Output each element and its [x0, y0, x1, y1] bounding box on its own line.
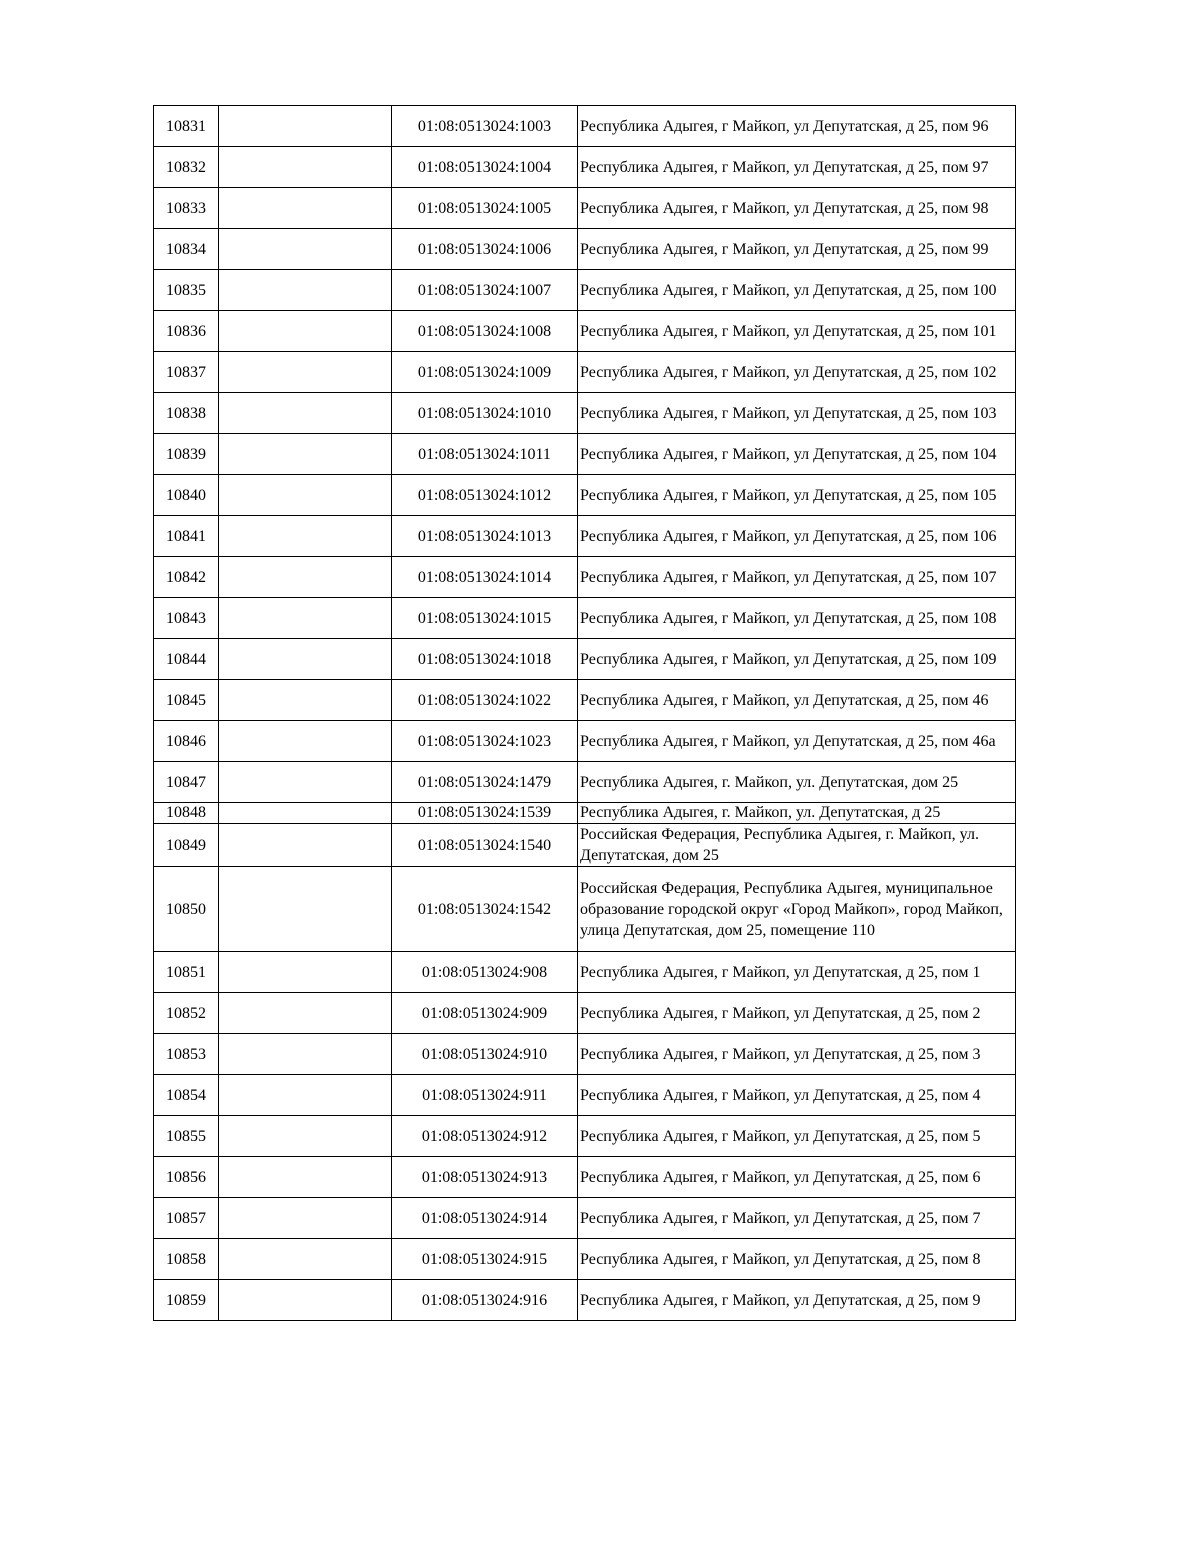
- address-cell: Республика Адыгея, г Майкоп, ул Депутатская, д 25, пом 106: [578, 516, 1016, 557]
- address-cell: Республика Адыгея, г Майкоп, ул Депутатская, д 25, пом 107: [578, 557, 1016, 598]
- cadastral-number-cell: 01:08:0513024:1540: [392, 824, 578, 867]
- cadastral-number-cell: 01:08:0513024:1010: [392, 393, 578, 434]
- cadastral-number-cell: 01:08:0513024:914: [392, 1198, 578, 1239]
- row-number-cell: 10838: [154, 393, 219, 434]
- cadastral-number-cell: 01:08:0513024:1015: [392, 598, 578, 639]
- address-cell: Республика Адыгея, г Майкоп, ул Депутатская, д 25, пом 1: [578, 952, 1016, 993]
- cadastral-number-cell: 01:08:0513024:1008: [392, 311, 578, 352]
- cadastral-number-cell: 01:08:0513024:1004: [392, 147, 578, 188]
- table-row: [154, 762, 1016, 803]
- address-cell: Республика Адыгея, г Майкоп, ул Депутатская, д 25, пом 98: [578, 188, 1016, 229]
- row-number-cell: 10848: [154, 803, 219, 824]
- row-number-cell: 10833: [154, 188, 219, 229]
- cadastral-number-cell: 01:08:0513024:1022: [392, 680, 578, 721]
- row-number-cell: 10835: [154, 270, 219, 311]
- owner-cell: [219, 721, 392, 762]
- table-row: [154, 229, 1016, 270]
- row-number-cell: 10832: [154, 147, 219, 188]
- table-row: [154, 952, 1016, 993]
- table-row: [154, 1116, 1016, 1157]
- row-number-cell: 10856: [154, 1157, 219, 1198]
- cadastral-number-cell: 01:08:0513024:1479: [392, 762, 578, 803]
- address-cell: Республика Адыгея, г Майкоп, ул Депутатская, д 25, пом 2: [578, 993, 1016, 1034]
- cadastral-number-cell: 01:08:0513024:1003: [392, 106, 578, 147]
- owner-cell: [219, 270, 392, 311]
- table-row: [154, 1034, 1016, 1075]
- table-row: [154, 1075, 1016, 1116]
- owner-cell: [219, 1280, 392, 1321]
- cadastral-number-cell: 01:08:0513024:1018: [392, 639, 578, 680]
- table-row: [154, 516, 1016, 557]
- owner-cell: [219, 147, 392, 188]
- owner-cell: [219, 475, 392, 516]
- row-number-cell: 10842: [154, 557, 219, 598]
- row-number-cell: 10858: [154, 1239, 219, 1280]
- owner-cell: [219, 762, 392, 803]
- table-row: [154, 270, 1016, 311]
- table-row: [154, 188, 1016, 229]
- row-number-cell: 10843: [154, 598, 219, 639]
- row-number-cell: 10847: [154, 762, 219, 803]
- address-cell: Республика Адыгея, г Майкоп, ул Депутатская, д 25, пом 100: [578, 270, 1016, 311]
- cadastral-number-cell: 01:08:0513024:916: [392, 1280, 578, 1321]
- row-number-cell: 10834: [154, 229, 219, 270]
- cadastral-number-cell: 01:08:0513024:1011: [392, 434, 578, 475]
- cadastral-number-cell: 01:08:0513024:1023: [392, 721, 578, 762]
- cadastral-number-cell: 01:08:0513024:913: [392, 1157, 578, 1198]
- row-number-cell: 10840: [154, 475, 219, 516]
- address-cell: Республика Адыгея, г Майкоп, ул Депутатская, д 25, пом 8: [578, 1239, 1016, 1280]
- table-row: [154, 352, 1016, 393]
- owner-cell: [219, 639, 392, 680]
- cadastral-number-cell: 01:08:0513024:1539: [392, 803, 578, 824]
- table-row: [154, 1280, 1016, 1321]
- table-row: [154, 393, 1016, 434]
- row-number-cell: 10839: [154, 434, 219, 475]
- row-number-cell: 10849: [154, 824, 219, 867]
- row-number-cell: 10844: [154, 639, 219, 680]
- cadastral-number-cell: 01:08:0513024:1006: [392, 229, 578, 270]
- owner-cell: [219, 106, 392, 147]
- row-number-cell: 10854: [154, 1075, 219, 1116]
- table-row: [154, 993, 1016, 1034]
- owner-cell: [219, 516, 392, 557]
- address-cell: Республика Адыгея, г Майкоп, ул Депутатская, д 25, пом 9: [578, 1280, 1016, 1321]
- table-row: [154, 311, 1016, 352]
- cadastral-number-cell: 01:08:0513024:1007: [392, 270, 578, 311]
- table-row: [154, 867, 1016, 952]
- table-row: [154, 721, 1016, 762]
- address-cell: Республика Адыгея, г Майкоп, ул Депутатская, д 25, пом 97: [578, 147, 1016, 188]
- table-row: [154, 824, 1016, 867]
- table-row: [154, 639, 1016, 680]
- address-cell: Республика Адыгея, г Майкоп, ул Депутатская, д 25, пом 109: [578, 639, 1016, 680]
- table-row: [154, 1198, 1016, 1239]
- owner-cell: [219, 393, 392, 434]
- cadastral-number-cell: 01:08:0513024:1013: [392, 516, 578, 557]
- row-number-cell: 10857: [154, 1198, 219, 1239]
- cadastral-number-cell: 01:08:0513024:908: [392, 952, 578, 993]
- table-row: [154, 803, 1016, 824]
- address-cell: Республика Адыгея, г Майкоп, ул Депутатская, д 25, пом 4: [578, 1075, 1016, 1116]
- row-number-cell: 10837: [154, 352, 219, 393]
- owner-cell: [219, 952, 392, 993]
- address-cell: Республика Адыгея, г Майкоп, ул Депутатская, д 25, пом 96: [578, 106, 1016, 147]
- owner-cell: [219, 311, 392, 352]
- cadastral-number-cell: 01:08:0513024:910: [392, 1034, 578, 1075]
- address-cell: Республика Адыгея, г Майкоп, ул Депутатская, д 25, пом 108: [578, 598, 1016, 639]
- cadastral-number-cell: 01:08:0513024:1012: [392, 475, 578, 516]
- table-row: [154, 147, 1016, 188]
- owner-cell: [219, 598, 392, 639]
- owner-cell: [219, 1116, 392, 1157]
- address-cell: Республика Адыгея, г Майкоп, ул Депутатская, д 25, пом 99: [578, 229, 1016, 270]
- owner-cell: [219, 188, 392, 229]
- address-cell: Республика Адыгея, г Майкоп, ул Депутатская, д 25, пом 46: [578, 680, 1016, 721]
- address-cell: Республика Адыгея, г. Майкоп, ул. Депутатская, дом 25: [578, 762, 1016, 803]
- owner-cell: [219, 557, 392, 598]
- address-cell: Республика Адыгея, г Майкоп, ул Депутатская, д 25, пом 46а: [578, 721, 1016, 762]
- table-row: [154, 1239, 1016, 1280]
- cadastral-number-cell: 01:08:0513024:915: [392, 1239, 578, 1280]
- address-cell: Республика Адыгея, г. Майкоп, ул. Депутатская, д 25: [578, 803, 1016, 824]
- owner-cell: [219, 680, 392, 721]
- row-number-cell: 10855: [154, 1116, 219, 1157]
- owner-cell: [219, 803, 392, 824]
- row-number-cell: 10859: [154, 1280, 219, 1321]
- row-number-cell: 10836: [154, 311, 219, 352]
- address-cell: Российская Федерация, Республика Адыгея, муниципальное образование городской округ «Город Майкоп», город Майкоп, улица Депутатская, дом 25, помещение 110: [578, 867, 1016, 952]
- owner-cell: [219, 993, 392, 1034]
- address-cell: Республика Адыгея, г Майкоп, ул Депутатская, д 25, пом 103: [578, 393, 1016, 434]
- cadastral-number-cell: 01:08:0513024:1009: [392, 352, 578, 393]
- owner-cell: [219, 1198, 392, 1239]
- table-row: [154, 598, 1016, 639]
- table-row: [154, 680, 1016, 721]
- owner-cell: [219, 352, 392, 393]
- address-cell: Республика Адыгея, г Майкоп, ул Депутатская, д 25, пом 104: [578, 434, 1016, 475]
- cadastral-number-cell: 01:08:0513024:912: [392, 1116, 578, 1157]
- cadastral-number-cell: 01:08:0513024:1014: [392, 557, 578, 598]
- address-cell: Республика Адыгея, г Майкоп, ул Депутатская, д 25, пом 101: [578, 311, 1016, 352]
- address-cell: Республика Адыгея, г Майкоп, ул Депутатская, д 25, пом 3: [578, 1034, 1016, 1075]
- row-number-cell: 10845: [154, 680, 219, 721]
- owner-cell: [219, 1239, 392, 1280]
- owner-cell: [219, 434, 392, 475]
- table-row: [154, 1157, 1016, 1198]
- row-number-cell: 10841: [154, 516, 219, 557]
- cadastral-number-cell: 01:08:0513024:911: [392, 1075, 578, 1116]
- owner-cell: [219, 867, 392, 952]
- row-number-cell: 10851: [154, 952, 219, 993]
- address-cell: Республика Адыгея, г Майкоп, ул Депутатская, д 25, пом 105: [578, 475, 1016, 516]
- row-number-cell: 10852: [154, 993, 219, 1034]
- table-row: [154, 106, 1016, 147]
- table-row: [154, 434, 1016, 475]
- owner-cell: [219, 824, 392, 867]
- address-cell: Республика Адыгея, г Майкоп, ул Депутатская, д 25, пом 102: [578, 352, 1016, 393]
- owner-cell: [219, 229, 392, 270]
- owner-cell: [219, 1157, 392, 1198]
- registry-table-body: [154, 106, 1016, 1321]
- owner-cell: [219, 1075, 392, 1116]
- owner-cell: [219, 1034, 392, 1075]
- row-number-cell: 10831: [154, 106, 219, 147]
- table-row: [154, 475, 1016, 516]
- row-number-cell: 10846: [154, 721, 219, 762]
- address-cell: Республика Адыгея, г Майкоп, ул Депутатская, д 25, пом 5: [578, 1116, 1016, 1157]
- address-cell: Республика Адыгея, г Майкоп, ул Депутатская, д 25, пом 6: [578, 1157, 1016, 1198]
- cadastral-number-cell: 01:08:0513024:1542: [392, 867, 578, 952]
- cadastral-number-cell: 01:08:0513024:909: [392, 993, 578, 1034]
- table-row: [154, 557, 1016, 598]
- cadastral-number-cell: 01:08:0513024:1005: [392, 188, 578, 229]
- row-number-cell: 10850: [154, 867, 219, 952]
- row-number-cell: 10853: [154, 1034, 219, 1075]
- property-registry-table: [153, 105, 1016, 1321]
- address-cell: Российская Федерация, Республика Адыгея, г. Майкоп, ул. Депутатская, дом 25: [578, 824, 1016, 867]
- address-cell: Республика Адыгея, г Майкоп, ул Депутатская, д 25, пом 7: [578, 1198, 1016, 1239]
